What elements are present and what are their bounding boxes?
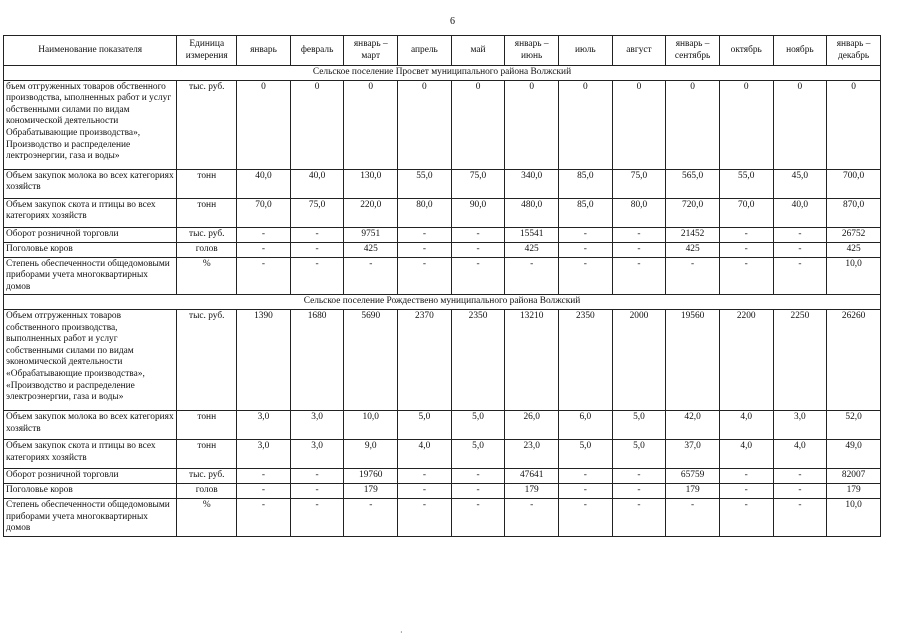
header-period: август: [612, 36, 666, 66]
value-cell: 4,0: [773, 439, 827, 468]
value-cell: 0: [237, 80, 291, 169]
value-cell: -: [290, 227, 344, 242]
value-cell: -: [773, 242, 827, 257]
unit-cell: голов: [177, 242, 237, 257]
value-cell: -: [237, 468, 291, 483]
value-cell: 21452: [666, 227, 720, 242]
value-cell: -: [773, 498, 827, 536]
indicator-name: Поголовье коров: [4, 242, 177, 257]
value-cell: -: [719, 498, 773, 536]
value-cell: -: [237, 257, 291, 295]
unit-cell: тыс. руб.: [177, 80, 237, 169]
value-cell: 425: [666, 242, 720, 257]
value-cell: 2350: [559, 309, 613, 410]
header-period: январь: [237, 36, 291, 66]
value-cell: -: [612, 257, 666, 295]
indicator-name: бъем отгруженных товаров обственного производства, ыполненных работ и услуг обственными силами по видам кономической деятельности Обрабатывающие производства», Производство и распределение лектроэнергии, газа и воды»: [4, 80, 177, 169]
value-cell: -: [612, 498, 666, 536]
value-cell: 70,0: [237, 198, 291, 227]
value-cell: -: [612, 468, 666, 483]
value-cell: 26752: [827, 227, 881, 242]
value-cell: 40,0: [290, 169, 344, 198]
value-cell: 0: [398, 80, 452, 169]
scan-dot: ·: [400, 628, 403, 637]
value-cell: 2370: [398, 309, 452, 410]
table-row: [4, 309, 881, 410]
indicator-name: Оборот розничной торговли: [4, 468, 177, 483]
value-cell: 3,0: [237, 439, 291, 468]
value-cell: 0: [505, 80, 559, 169]
value-cell: 2200: [719, 309, 773, 410]
header-period: январь – март: [344, 36, 398, 66]
value-cell: -: [398, 483, 452, 498]
unit-cell: тонн: [177, 410, 237, 439]
table-row: [4, 80, 881, 169]
section-title: Сельское поселение Просвет муниципального района Волжский: [4, 66, 881, 81]
value-cell: -: [773, 227, 827, 242]
value-cell: -: [773, 483, 827, 498]
value-cell: 425: [827, 242, 881, 257]
value-cell: 10,0: [827, 257, 881, 295]
value-cell: -: [290, 242, 344, 257]
value-cell: -: [666, 498, 720, 536]
value-cell: 19760: [344, 468, 398, 483]
value-cell: -: [451, 483, 505, 498]
header-unit: Единица измерения: [177, 36, 237, 66]
value-cell: 75,0: [451, 169, 505, 198]
value-cell: 75,0: [612, 169, 666, 198]
value-cell: 40,0: [237, 169, 291, 198]
value-cell: 179: [666, 483, 720, 498]
value-cell: 75,0: [290, 198, 344, 227]
value-cell: -: [290, 257, 344, 295]
value-cell: 0: [666, 80, 720, 169]
value-cell: -: [559, 242, 613, 257]
value-cell: 720,0: [666, 198, 720, 227]
table-row: [4, 439, 881, 468]
value-cell: -: [237, 242, 291, 257]
value-cell: -: [719, 257, 773, 295]
header-period: ноябрь: [773, 36, 827, 66]
indicator-name: Оборот розничной торговли: [4, 227, 177, 242]
value-cell: -: [559, 498, 613, 536]
value-cell: 26,0: [505, 410, 559, 439]
value-cell: 47641: [505, 468, 559, 483]
value-cell: 3,0: [237, 410, 291, 439]
value-cell: 0: [290, 80, 344, 169]
value-cell: 13210: [505, 309, 559, 410]
value-cell: 70,0: [719, 198, 773, 227]
value-cell: 0: [344, 80, 398, 169]
value-cell: 5,0: [559, 439, 613, 468]
value-cell: 15541: [505, 227, 559, 242]
table-row: [4, 169, 881, 198]
value-cell: 0: [773, 80, 827, 169]
value-cell: -: [451, 468, 505, 483]
table-row: [4, 257, 881, 295]
value-cell: 5,0: [451, 439, 505, 468]
indicator-name: Объем закупок молока во всех категориях хозяйств: [4, 169, 177, 198]
unit-cell: тыс. руб.: [177, 309, 237, 410]
value-cell: -: [612, 483, 666, 498]
value-cell: 565,0: [666, 169, 720, 198]
value-cell: 80,0: [612, 198, 666, 227]
value-cell: 220,0: [344, 198, 398, 227]
value-cell: -: [451, 227, 505, 242]
value-cell: 9751: [344, 227, 398, 242]
value-cell: 130,0: [344, 169, 398, 198]
value-cell: -: [237, 227, 291, 242]
header-period: февраль: [290, 36, 344, 66]
value-cell: 82007: [827, 468, 881, 483]
value-cell: -: [559, 483, 613, 498]
header-period: январь – июнь: [505, 36, 559, 66]
value-cell: -: [237, 498, 291, 536]
value-cell: 340,0: [505, 169, 559, 198]
value-cell: 90,0: [451, 198, 505, 227]
value-cell: -: [290, 483, 344, 498]
value-cell: 5,0: [612, 439, 666, 468]
value-cell: -: [344, 257, 398, 295]
unit-cell: тыс. руб.: [177, 227, 237, 242]
value-cell: -: [290, 498, 344, 536]
value-cell: 1390: [237, 309, 291, 410]
value-cell: 4,0: [719, 410, 773, 439]
value-cell: -: [398, 242, 452, 257]
header-period: январь – декабрь: [827, 36, 881, 66]
value-cell: -: [237, 483, 291, 498]
indicator-name: Поголовье коров: [4, 483, 177, 498]
value-cell: 9,0: [344, 439, 398, 468]
header-name: Наименование показателя: [4, 36, 177, 66]
section-title: Сельское поселение Рождествено муниципального района Волжский: [4, 295, 881, 310]
table-body: [4, 66, 881, 537]
value-cell: 45,0: [773, 169, 827, 198]
value-cell: 0: [612, 80, 666, 169]
value-cell: -: [773, 468, 827, 483]
value-cell: -: [612, 227, 666, 242]
page-number: 6: [450, 16, 455, 27]
value-cell: -: [344, 498, 398, 536]
value-cell: 425: [505, 242, 559, 257]
value-cell: 19560: [666, 309, 720, 410]
value-cell: -: [290, 468, 344, 483]
table-row: [4, 410, 881, 439]
value-cell: 10,0: [344, 410, 398, 439]
unit-cell: тонн: [177, 169, 237, 198]
indicator-name: Степень обеспеченности общедомовыми приборами учета многоквартирных домов: [4, 498, 177, 536]
value-cell: -: [398, 498, 452, 536]
value-cell: 52,0: [827, 410, 881, 439]
indicator-name: Объем закупок молока во всех категориях хозяйств: [4, 410, 177, 439]
value-cell: -: [719, 468, 773, 483]
value-cell: -: [559, 468, 613, 483]
value-cell: 3,0: [290, 410, 344, 439]
value-cell: 2000: [612, 309, 666, 410]
value-cell: 5690: [344, 309, 398, 410]
value-cell: 6,0: [559, 410, 613, 439]
header-row: [4, 36, 881, 66]
header-period: май: [451, 36, 505, 66]
value-cell: -: [398, 468, 452, 483]
value-cell: -: [612, 242, 666, 257]
table-row: [4, 242, 881, 257]
value-cell: -: [559, 257, 613, 295]
value-cell: 1680: [290, 309, 344, 410]
indicator-name: Объем закупок скота и птицы во всех категориях хозяйств: [4, 439, 177, 468]
value-cell: -: [719, 227, 773, 242]
value-cell: -: [398, 257, 452, 295]
value-cell: 480,0: [505, 198, 559, 227]
value-cell: 0: [719, 80, 773, 169]
value-cell: 0: [451, 80, 505, 169]
value-cell: 700,0: [827, 169, 881, 198]
header-period: июль: [559, 36, 613, 66]
unit-cell: тонн: [177, 198, 237, 227]
value-cell: 65759: [666, 468, 720, 483]
value-cell: -: [451, 498, 505, 536]
value-cell: -: [451, 242, 505, 257]
value-cell: 5,0: [398, 410, 452, 439]
value-cell: 0: [827, 80, 881, 169]
unit-cell: тонн: [177, 439, 237, 468]
value-cell: 179: [344, 483, 398, 498]
value-cell: 80,0: [398, 198, 452, 227]
value-cell: 4,0: [398, 439, 452, 468]
value-cell: 49,0: [827, 439, 881, 468]
value-cell: 55,0: [719, 169, 773, 198]
value-cell: 23,0: [505, 439, 559, 468]
value-cell: 26260: [827, 309, 881, 410]
value-cell: -: [398, 227, 452, 242]
value-cell: 2350: [451, 309, 505, 410]
value-cell: 40,0: [773, 198, 827, 227]
indicator-table: [3, 35, 881, 537]
indicator-name: Объем отгруженных товаров собственного производства, выполненных работ и услуг собственными силами по видам экономической деятельности «Обрабатывающие производства», «Производство и распределение электроэнергии, газа и воды»: [4, 309, 177, 410]
indicator-name: Объем закупок скота и птицы во всех категориях хозяйств: [4, 198, 177, 227]
section-row: [4, 66, 881, 81]
value-cell: 42,0: [666, 410, 720, 439]
header-period: октябрь: [719, 36, 773, 66]
value-cell: 0: [559, 80, 613, 169]
indicator-name: Степень обеспеченности общедомовыми приборами учета многоквартирных домов: [4, 257, 177, 295]
value-cell: -: [559, 227, 613, 242]
unit-cell: %: [177, 498, 237, 536]
value-cell: 5,0: [451, 410, 505, 439]
unit-cell: тыс. руб.: [177, 468, 237, 483]
value-cell: 4,0: [719, 439, 773, 468]
value-cell: -: [666, 257, 720, 295]
value-cell: -: [505, 498, 559, 536]
unit-cell: голов: [177, 483, 237, 498]
value-cell: 3,0: [290, 439, 344, 468]
header-period: январь – сентябрь: [666, 36, 720, 66]
value-cell: -: [719, 483, 773, 498]
table-row: [4, 483, 881, 498]
value-cell: 179: [827, 483, 881, 498]
value-cell: 2250: [773, 309, 827, 410]
value-cell: 37,0: [666, 439, 720, 468]
value-cell: -: [773, 257, 827, 295]
table-row: [4, 498, 881, 536]
value-cell: 3,0: [773, 410, 827, 439]
value-cell: 85,0: [559, 169, 613, 198]
table-row: [4, 468, 881, 483]
value-cell: 5,0: [612, 410, 666, 439]
value-cell: -: [451, 257, 505, 295]
value-cell: -: [719, 242, 773, 257]
value-cell: 10,0: [827, 498, 881, 536]
table-row: [4, 198, 881, 227]
value-cell: -: [505, 257, 559, 295]
value-cell: 55,0: [398, 169, 452, 198]
value-cell: 425: [344, 242, 398, 257]
unit-cell: %: [177, 257, 237, 295]
value-cell: 179: [505, 483, 559, 498]
value-cell: 870,0: [827, 198, 881, 227]
table-row: [4, 227, 881, 242]
section-row: [4, 295, 881, 310]
header-period: апрель: [398, 36, 452, 66]
value-cell: 85,0: [559, 198, 613, 227]
